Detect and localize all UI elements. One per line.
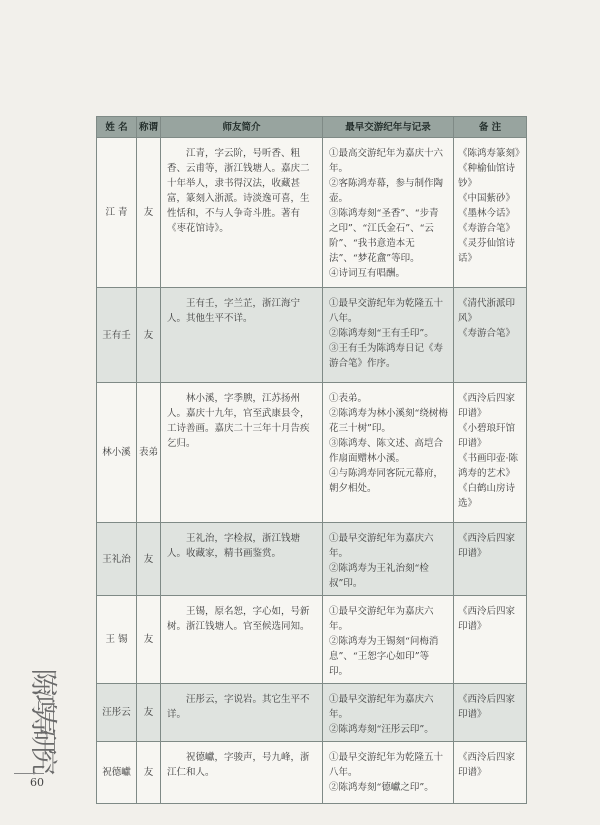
row-records: [323, 684, 454, 742]
note-line: 《白鹤山房诗选》: [458, 483, 516, 509]
row-intro: [161, 138, 323, 288]
note-line: 《西泠后四家印谱》: [458, 393, 516, 419]
intro-text: 汪彤云，字说岩。其它生平不详。: [167, 694, 310, 720]
note-line: 《西泠后四家印谱》: [458, 752, 516, 778]
seal-char: 寿: [27, 708, 58, 736]
intro-text: 林小溪，字季腴，江苏扬州人。嘉庆十九年，官至武康县令，工诗善画。嘉庆二十三年十月告疾乞归。: [167, 393, 310, 449]
row-intro: [161, 523, 323, 596]
seal-char: 研: [27, 728, 58, 756]
book-title-seal: [27, 668, 68, 776]
record-line: ③王有壬为陈鸿寿日记《寿游合笔》作序。: [329, 343, 444, 369]
row-name: 汪彤云: [97, 684, 137, 742]
table-row: [97, 742, 527, 804]
row-records: [323, 596, 454, 684]
row-relation: 友: [137, 288, 161, 383]
footer-rule: [14, 773, 44, 774]
seal-char: 究: [27, 748, 58, 776]
row-records: [323, 742, 454, 804]
note-line: 《种榆仙馆诗钞》: [458, 163, 516, 189]
table-row: [97, 288, 527, 383]
table-row: [97, 596, 527, 684]
record-line: ②陈鸿寿为王礼治刻“检叔”印。: [329, 563, 429, 589]
row-name: 王礼治: [97, 523, 137, 596]
record-line: ①最早交游纪年为嘉庆六年。: [329, 606, 434, 632]
note-line: 《陈鸿寿篆刻》: [458, 148, 525, 159]
row-notes: [454, 523, 527, 596]
intro-text: 王礼治，字检叔，浙江钱塘人。收藏家，精书画鉴赏。: [167, 533, 301, 559]
table-header-row: [97, 117, 527, 138]
record-line: ①表弟。: [329, 393, 368, 404]
row-intro: [161, 684, 323, 742]
row-records: [323, 383, 454, 523]
row-name: 祝德巘: [97, 742, 137, 804]
row-notes: [454, 383, 527, 523]
row-intro: [161, 383, 323, 523]
note-line: 《西泠后四家印谱》: [458, 533, 516, 559]
seal-char: 鸿: [27, 688, 58, 716]
table-row: [97, 523, 527, 596]
row-relation: 友: [137, 596, 161, 684]
row-name: 林小溪: [97, 383, 137, 523]
table-row: [97, 383, 527, 523]
note-line: 《西泠后四家印谱》: [458, 606, 516, 632]
note-line: 《西泠后四家印谱》: [458, 694, 516, 720]
row-relation: 友: [137, 138, 161, 288]
page-number: 60: [30, 776, 44, 789]
intro-text: 江青，字云阶，号听香、粗香、云甫等，浙江钱塘人。嘉庆二十年举人，隶书得汉法，收藏甚富，篆刻入浙派。诗淡逸可喜，生性恬和，不与人争奇斗胜。著有《枣花馆诗》。: [167, 148, 310, 234]
intro-text: 王有壬，字兰芷，浙江海宁人。其他生平不详。: [167, 298, 301, 324]
record-line: ④诗词互有唱酬。: [329, 268, 406, 279]
note-line: 《墨林今话》: [458, 208, 516, 219]
record-line: ②陈鸿寿刻“王有壬印”。: [329, 328, 434, 339]
row-name: 王有壬: [97, 288, 137, 383]
record-line: ③陈鸿寿刻“圣香”、“步青之印”、“江氏金石”、“云阶”、“我书意造本无法”、“梦花盦”等印。: [329, 208, 439, 264]
record-line: ①最高交游纪年为嘉庆十六年。: [329, 148, 444, 174]
record-line: ①最早交游纪年为乾隆五十八年。: [329, 752, 444, 778]
row-intro: [161, 742, 323, 804]
record-line: ④与陈鸿寿同客阮元幕府，朝夕相处。: [329, 468, 444, 494]
row-name: 王 锡: [97, 596, 137, 684]
record-line: ③陈鸿寿、陈文述、高垲合作扇面赠林小溪。: [329, 438, 444, 464]
note-line: 《寿游合笔》: [458, 328, 516, 339]
note-line: 《清代浙派印风》: [458, 298, 516, 324]
note-line: 《灵芬仙馆诗话》: [458, 238, 516, 264]
note-line: 《中国紫砂》: [458, 193, 516, 204]
header-records: 最早交游纪年与记录: [323, 117, 454, 138]
row-relation: 友: [137, 742, 161, 804]
record-line: ②客陈鸿寿幕，参与制作陶壶。: [329, 178, 444, 204]
note-line: 《书画印壶·陈鸿寿的艺术》: [458, 453, 519, 479]
record-line: ①最早交游纪年为嘉庆六年。: [329, 533, 434, 559]
header-intro: 师友简介: [161, 117, 323, 138]
table-row: [97, 684, 527, 742]
row-records: [323, 138, 454, 288]
row-records: [323, 288, 454, 383]
seal-char: 陈: [27, 668, 58, 696]
record-line: ②陈鸿寿为林小溪刻“绕树梅花三十树”印。: [329, 408, 448, 434]
row-relation: 友: [137, 523, 161, 596]
record-line: ①最早交游纪年为嘉庆六年。: [329, 694, 434, 720]
note-line: 《寿游合笔》: [458, 223, 516, 234]
intro-text: 祝德巘，字骏声，号九峰，浙江仁和人。: [167, 752, 310, 778]
friends-table: [96, 116, 527, 804]
intro-text: 王锡，原名恕，字心如，号新树。浙江钱塘人。官至候选同知。: [167, 606, 310, 632]
row-notes: [454, 596, 527, 684]
row-notes: [454, 742, 527, 804]
row-records: [323, 523, 454, 596]
row-relation: 表弟: [137, 383, 161, 523]
record-line: ②陈鸿寿刻“汪彤云印”。: [329, 724, 434, 735]
row-relation: 友: [137, 684, 161, 742]
row-notes: [454, 138, 527, 288]
row-intro: [161, 288, 323, 383]
note-line: 《小碧琅玕馆印谱》: [458, 423, 516, 449]
record-line: ②陈鸿寿刻“德巘之印”。: [329, 782, 434, 793]
header-name: 姓 名: [97, 117, 137, 138]
table-row: [97, 138, 527, 288]
header-relation: 称谓: [137, 117, 161, 138]
row-notes: [454, 288, 527, 383]
row-notes: [454, 684, 527, 742]
record-line: ②陈鸿寿为王锡刻“问梅消息”、“王恕字心如印”等印。: [329, 636, 439, 677]
record-line: ①最早交游纪年为乾隆五十八年。: [329, 298, 444, 324]
header-notes: 备 注: [454, 117, 527, 138]
row-intro: [161, 596, 323, 684]
row-name: 江 青: [97, 138, 137, 288]
